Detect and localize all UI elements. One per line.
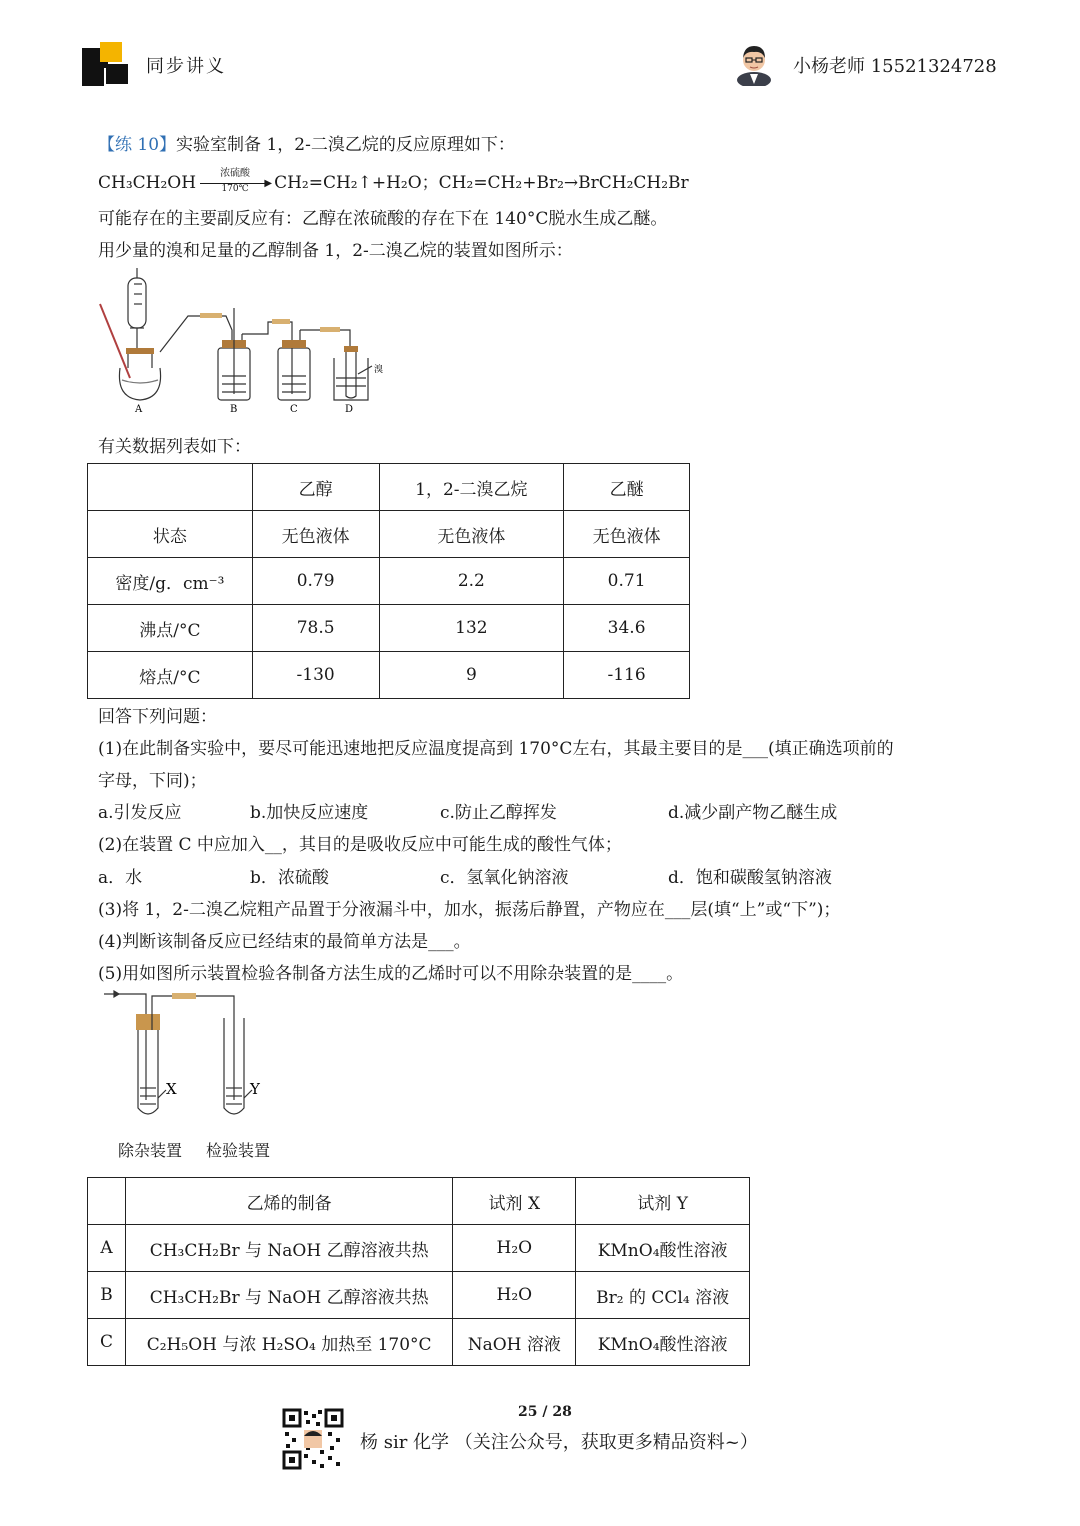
row-label: B xyxy=(88,1272,126,1319)
q3-text: (3)将 1，2-二溴乙烷粗产品置于分液漏斗中，加水，振荡后静置，产物应在___层(填“上”或“下”)； xyxy=(98,900,841,920)
table-cell: 34.6 xyxy=(564,605,690,652)
apparatus-label-b: B xyxy=(230,404,238,415)
qr-code xyxy=(282,1408,344,1470)
row-label: 密度/g．cm⁻³ xyxy=(88,558,253,605)
properties-table xyxy=(87,463,690,699)
table-cell: CH₃CH₂Br 与 NaOH 乙醇溶液共热 xyxy=(125,1225,452,1272)
apparatus-label-c: C xyxy=(290,404,298,415)
apparatus-diagram xyxy=(96,268,396,418)
table-cell: KMnO₄酸性溶液 xyxy=(576,1319,750,1366)
table-row xyxy=(88,558,690,605)
reaction-arrow: 浓硫酸 ▶ 170℃ xyxy=(198,174,272,194)
equation-reactant: CH₃CH₂OH xyxy=(98,173,197,193)
table-cell: 132 xyxy=(379,605,564,652)
table-cell: KMnO₄酸性溶液 xyxy=(576,1225,750,1272)
caption-purification: 除杂装置 xyxy=(118,1141,183,1160)
table-cell: C₂H₅OH 与浓 H₂SO₄ 加热至 170°C xyxy=(125,1319,452,1366)
q2-line1: (2)在装置 C 中应加入__，其目的是吸收反应中可能生成的酸性气体； xyxy=(98,835,622,855)
apparatus-intro: 用少量的溴和足量的乙醇制备 1，2-二溴乙烷的装置如图所示： xyxy=(98,241,573,261)
table-cell: 无色液体 xyxy=(252,511,379,558)
equation-products: CH₂=CH₂↑+H₂O；CH₂=CH₂+Br₂→BrCH₂CH₂Br xyxy=(274,173,689,193)
row-label: C xyxy=(88,1319,126,1366)
q2-option-b: b．浓硫酸 xyxy=(250,868,329,888)
q1-line1: (1)在此制备实验中，要尽可能迅速地把反应温度提高到 170°C左右，其最主要目的是___(填正确选项前的 xyxy=(98,739,894,759)
table-cell: -116 xyxy=(564,652,690,699)
ethylene-header-row xyxy=(88,1178,750,1225)
arrow-condition-top: 浓硫酸 xyxy=(220,167,251,179)
q2-option-a: a．水 xyxy=(98,868,143,888)
q2-option-d: d．饱和碳酸氢钠溶液 xyxy=(668,868,832,888)
reaction-equation xyxy=(98,168,689,194)
q1-option-a: a.引发反应 xyxy=(98,803,182,823)
q4-text: (4)判断该制备反应已经结束的最简单方法是___。 xyxy=(98,932,471,952)
question-intro: 实验室制备 1，2-二溴乙烷的反应原理如下： xyxy=(176,135,515,155)
table-row xyxy=(88,605,690,652)
row-label: A xyxy=(88,1225,126,1272)
row-label: 沸点/°C xyxy=(88,605,253,652)
answers-intro: 回答下列问题： xyxy=(98,707,217,727)
apparatus-label-a: A xyxy=(135,404,143,415)
test-apparatus-diagram xyxy=(100,988,300,1123)
table-row xyxy=(88,511,690,558)
table-cell: -130 xyxy=(252,652,379,699)
q1-option-b: b.加快反应速度 xyxy=(250,803,369,823)
properties-header-cell: 乙醚 xyxy=(564,464,690,511)
properties-header-cell: 1，2-二溴乙烷 xyxy=(379,464,564,511)
teacher-avatar xyxy=(734,40,774,86)
bromine-label: 溴 xyxy=(374,365,384,375)
question-heading xyxy=(98,130,515,155)
caption-test: 检验装置 xyxy=(206,1141,271,1160)
properties-header-cell xyxy=(88,464,253,511)
q2-option-c: c．氢氧化钠溶液 xyxy=(440,868,569,888)
table-cell: Br₂ 的 CCl₄ 溶液 xyxy=(576,1272,750,1319)
arrow-condition-bottom: 170℃ xyxy=(221,183,249,194)
properties-header-row xyxy=(88,464,690,511)
q1-line2: 字母，下同)； xyxy=(98,771,207,791)
properties-header-cell: 乙醇 xyxy=(252,464,379,511)
table-cell: 9 xyxy=(379,652,564,699)
table-cell: 0.79 xyxy=(252,558,379,605)
ethylene-header-cell xyxy=(88,1178,126,1225)
apparatus-label-d: D xyxy=(345,404,354,415)
table-row xyxy=(88,652,690,699)
table-row xyxy=(88,1225,750,1272)
ethylene-table xyxy=(87,1177,750,1366)
document-title: 同步讲义 xyxy=(146,56,226,77)
table-cell: H₂O xyxy=(453,1225,576,1272)
table-cell: 无色液体 xyxy=(564,511,690,558)
table-cell: 无色液体 xyxy=(379,511,564,558)
q5-text: (5)用如图所示装置检验各制备方法生成的乙烯时可以不用除杂装置的是____。 xyxy=(98,964,684,984)
ethylene-header-cell: 试剂 Y xyxy=(576,1178,750,1225)
ethylene-header-cell: 乙烯的制备 xyxy=(125,1178,452,1225)
table-row xyxy=(88,1272,750,1319)
question-tag: 【练 10】 xyxy=(98,135,177,155)
q1-option-d: d.减少副产物乙醚生成 xyxy=(668,803,838,823)
reagent-x-label: X xyxy=(166,1080,177,1098)
row-label: 熔点/°C xyxy=(88,652,253,699)
table-cell: 78.5 xyxy=(252,605,379,652)
teacher-contact: 小杨老师 15521324728 xyxy=(793,56,997,77)
reagent-y-label: Y xyxy=(250,1080,260,1098)
table-cell: NaOH 溶液 xyxy=(453,1319,576,1366)
row-label: 状态 xyxy=(88,511,253,558)
q1-option-c: c.防止乙醇挥发 xyxy=(440,803,557,823)
table-cell: CH₃CH₂Br 与 NaOH 乙醇溶液共热 xyxy=(125,1272,452,1319)
table-row xyxy=(88,1319,750,1366)
side-reaction-text: 可能存在的主要副反应有：乙醇在浓硫酸的存在下在 140°C脱水生成乙醚。 xyxy=(98,209,668,229)
table-cell: 0.71 xyxy=(564,558,690,605)
table-intro: 有关数据列表如下： xyxy=(98,437,251,457)
table-cell: 2.2 xyxy=(379,558,564,605)
brand-logo xyxy=(82,42,136,86)
ethylene-header-cell: 试剂 X xyxy=(453,1178,576,1225)
footer-text: 杨 sir 化学 （关注公众号，获取更多精品资料~） xyxy=(360,1432,758,1453)
page-number: 25 / 28 xyxy=(518,1404,572,1420)
table-cell: H₂O xyxy=(453,1272,576,1319)
